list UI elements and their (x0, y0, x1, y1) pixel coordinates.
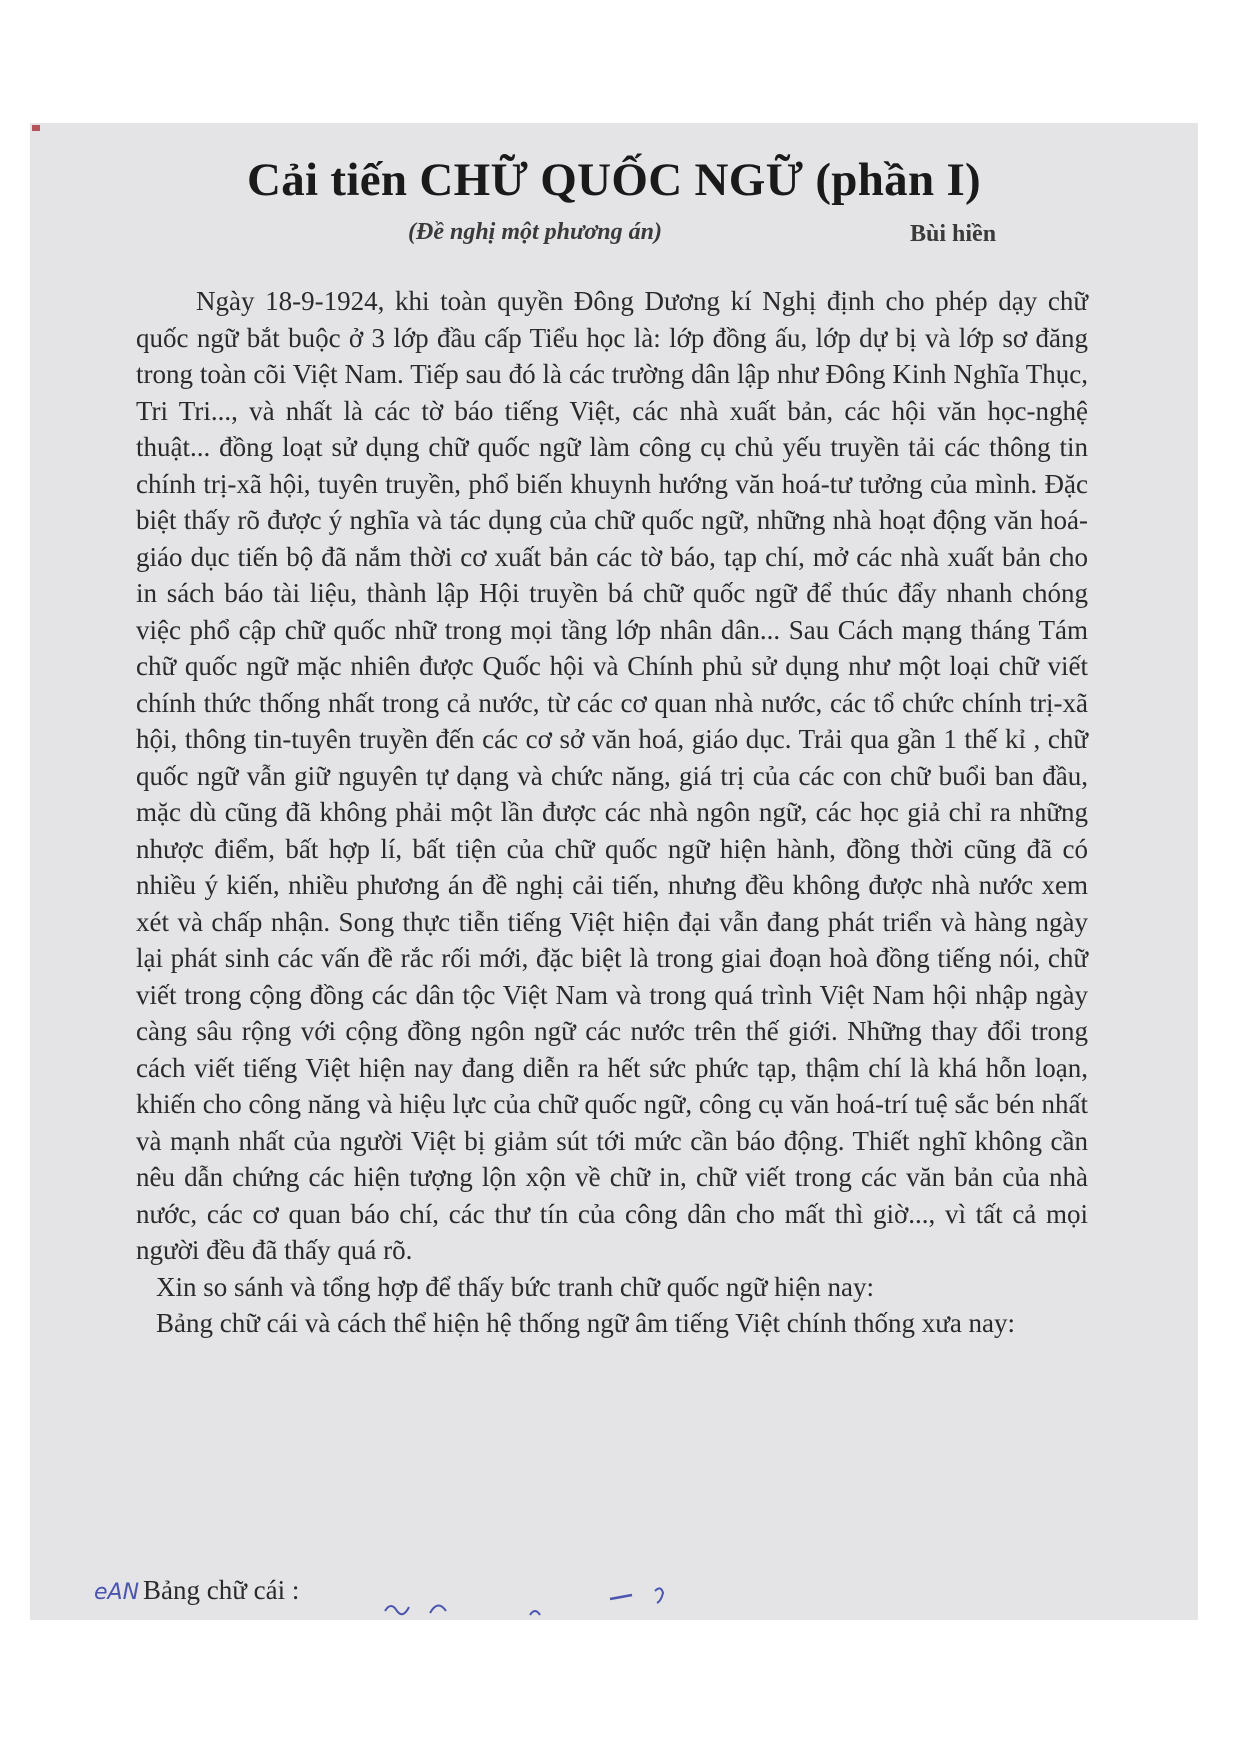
alphabet-label: Bảng chữ cái : (143, 1575, 300, 1605)
document-body (136, 283, 1088, 1342)
document-subtitle: (Đề nghị một phương án) (408, 219, 662, 245)
document-author: Bùi hiền (910, 221, 997, 247)
paragraph-3: Bảng chữ cái và cách thể hiện hệ thống ngữ âm tiếng Việt chính thống xưa nay: (156, 1308, 1016, 1338)
scanned-page (30, 123, 1198, 1620)
alphabet-line (94, 1575, 299, 1606)
paragraph-1: Ngày 18-9-1924, khi toàn quyền Đông Dương kí Nghị định cho phép dạy chữ quốc ngữ bắt buộc ở 3 lớp đầu cấp Tiểu học là: lớp đồng ấu, lớp dự bị và lớp sơ đăng trong toàn cõi Việt Nam. Tiếp sau đó là các trường dân lập như Đông Kinh Nghĩa Thục, Tri Tri..., và nhất là các tờ báo tiếng Việt, các nhà xuất bản, các hội văn học-nghệ thuật... đồng loạt sử dụng chữ quốc ngữ làm công cụ chủ yếu truyền tải các thông tin chính trị-xã hội, tuyên truyền, phổ biến khuynh hướng văn hoá-tư tưởng của mình. Đặc biệt thấy rõ được ý nghĩa và tác dụng của chữ quốc ngữ, những nhà hoạt động văn hoá-giáo dục tiến bộ đã nắm thời cơ xuất bản các tờ báo, tạp chí, mở các nhà xuất bản cho in sách báo tài liệu, thành lập Hội truyền bá chữ quốc ngữ để thúc đẩy nhanh chóng việc phổ cập chữ quốc nhữ trong mọi tầng lớp nhân dân... Sau Cách mạng tháng Tám chữ quốc ngữ mặc nhiên được Quốc hội và Chính phủ sử dụng như một loại chữ viết chính thức thống nhất trong cả nước, từ các cơ quan nhà nước, các tổ chức chính trị-xã hội, thông tin-tuyên truyền đến các cơ sở văn hoá, giáo dục. Trải qua gần 1 thế kỉ , chữ quốc ngữ vẫn giữ nguyên tự dạng và chức năng, giá trị của các con chữ buổi ban đầu, mặc dù cũng đã không phải một lần được các nhà ngôn ngữ, các học giả chỉ ra những nhược điểm, bất hợp lí, bất tiện của chữ quốc ngữ hiện hành, đồng thời cũng đã có nhiều ý kiến, nhiều phương án đề nghị cải tiến, nhưng đều không được nhà nước xem xét và chấp nhận. Song thực tiễn tiếng Việt hiện đại vẫn đang phát triển và hàng ngày lại phát sinh các vấn đề rắc rối mới, đặc biệt là trong giai đoạn hoà đồng tiếng nói, chữ viết trong cộng đồng các dân tộc Việt Nam và trong quá trình Việt Nam hội nhập ngày càng sâu rộng với cộng đồng ngôn ngữ các nước trên thế giới. Những thay đổi trong cách viết tiếng Việt hiện nay đang diễn ra hết sức phức tạp, thậm chí là khá hỗn loạn, khiến cho công năng và hiệu lực của chữ quốc ngữ, công cụ văn hoá-trí tuệ sắc bén nhất và mạnh nhất của người Việt bị giảm sút tới mức cần báo động. Thiết nghĩ không cần nêu dẫn chứng các hiện tượng lộn xộn về chữ in, chữ viết trong các văn bản của nhà nước, các cơ quan báo chí, các thư tín của công dân cho mất thì giờ..., vì tất cả mọi người đều đã thấy quá rõ. (136, 286, 1088, 1265)
handwritten-scribble (380, 1581, 780, 1620)
paragraph-2: Xin so sánh và tổng hợp để thấy bức tranh chữ quốc ngữ hiện nay: (156, 1271, 875, 1302)
document-title: Cải tiến CHỮ QUỐC NGỮ (phần I) (246, 154, 982, 206)
corner-mark (32, 125, 40, 131)
handwritten-margin-note: eAN (94, 1580, 140, 1605)
